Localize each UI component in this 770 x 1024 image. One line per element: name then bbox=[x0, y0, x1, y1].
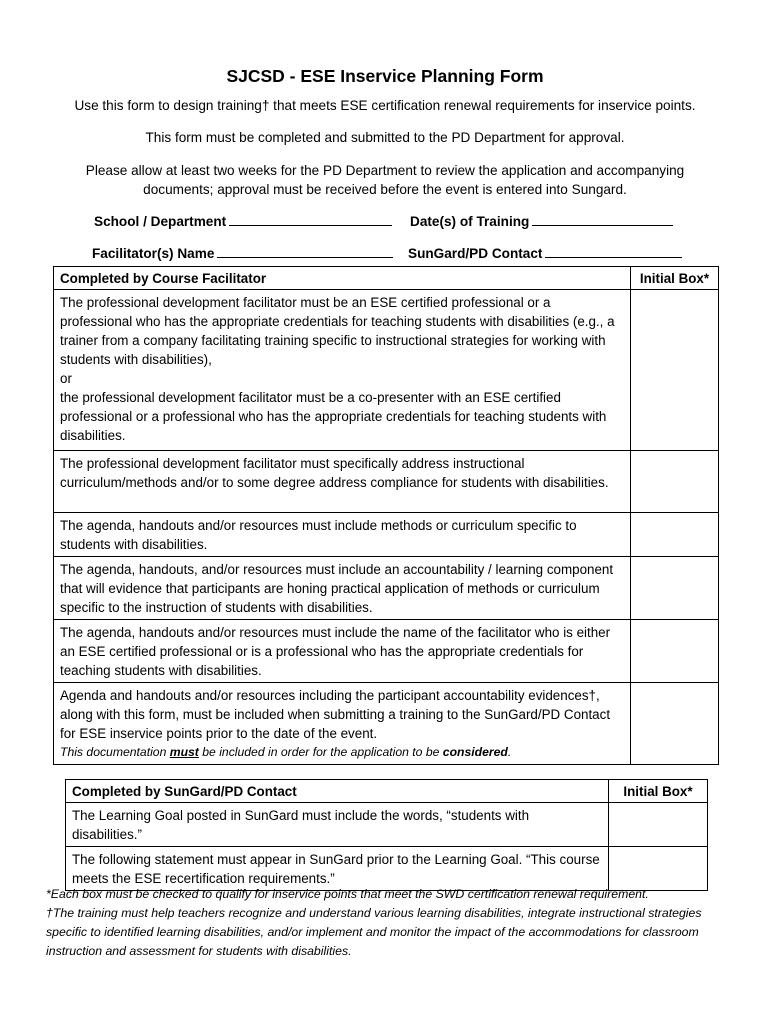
initial-box[interactable] bbox=[631, 513, 719, 557]
facilitator-name-field[interactable] bbox=[92, 245, 393, 261]
initial-box[interactable] bbox=[631, 683, 719, 765]
facilitator-column-header: Completed by Course Facilitator bbox=[54, 267, 631, 290]
table-row bbox=[54, 683, 719, 765]
footnote-star: *Each box must be checked to qualify for inservice points that meet the SWD certification renewal requirement. bbox=[46, 887, 649, 901]
intro-line-2: This form must be completed and submitted to the PD Department for approval. bbox=[145, 130, 625, 145]
requirement-text: The professional development facilitator must be an ESE certified professional or a professional who has the appropriate credentials for teaching students with disabilities (e.g., a trainer from a company facilitating training specific to instructional strategies for working with students with disabilities), bbox=[60, 295, 615, 367]
requirement-text: The following statement must appear in SunGard prior to the Learning Goal. “This course meets the ESE recertification requirements.” bbox=[66, 847, 609, 891]
table-row bbox=[54, 557, 719, 620]
table-row bbox=[66, 847, 708, 891]
sungard-contact-blank[interactable] bbox=[545, 245, 682, 258]
initial-box[interactable] bbox=[631, 451, 719, 513]
school-department-blank[interactable] bbox=[229, 213, 392, 226]
initial-box-header: Initial Box* bbox=[609, 780, 708, 803]
requirement-text: The professional development facilitator must specifically address instructional curriculum/methods and/or to some degree address compliance for students with disabilities. bbox=[54, 451, 631, 513]
sungard-contact-label: SunGard/PD Contact bbox=[408, 246, 543, 261]
training-dates-label: Date(s) of Training bbox=[410, 214, 530, 229]
intro-line-1: Use this form to design training† that meets ESE certification renewal requirements for inservice points. bbox=[74, 98, 696, 113]
initial-box[interactable] bbox=[609, 803, 708, 847]
table-row bbox=[54, 620, 719, 683]
facilitator-name-label: Facilitator(s) Name bbox=[92, 246, 215, 261]
school-department-label: School / Department bbox=[94, 214, 227, 229]
table-row bbox=[66, 803, 708, 847]
table-header-row bbox=[54, 267, 719, 290]
requirement-or: or bbox=[60, 371, 72, 386]
facilitator-checklist-table bbox=[53, 266, 719, 765]
note-emphasis: must bbox=[169, 745, 199, 759]
requirement-text: Agenda and handouts and/or resources including the participant accountability evidences†, along with this form, must be included when submitting a training to the SunGard/PD Contact for ESE inservice points prior to the date of the event. bbox=[60, 688, 611, 741]
note-text: . bbox=[507, 745, 512, 759]
page-title: SJCSD - ESE Inservice Planning Form bbox=[226, 66, 544, 86]
facilitator-name-blank[interactable] bbox=[217, 245, 393, 258]
initial-box[interactable] bbox=[631, 290, 719, 451]
initial-box[interactable] bbox=[631, 557, 719, 620]
school-department-field[interactable] bbox=[94, 213, 392, 229]
requirement-text: The agenda, handouts, and/or resources must include an accountability / learning component that will evidence that participants are honing practical application of methods or curriculum specific to the instruction of students with disabilities. bbox=[54, 557, 631, 620]
initial-box-header: Initial Box* bbox=[631, 267, 719, 290]
requirement-text: the professional development facilitator must be a co-presenter with an ESE certified professional or a professional who has the appropriate credentials for teaching students with disabilities. bbox=[60, 390, 607, 443]
requirement-text: The Learning Goal posted in SunGard must include the words, “students with disabilities.” bbox=[66, 803, 609, 847]
sungard-contact-field[interactable] bbox=[408, 245, 682, 261]
documentation-note bbox=[60, 743, 624, 762]
training-dates-blank[interactable] bbox=[532, 213, 673, 226]
contact-checklist-table bbox=[65, 779, 708, 891]
training-dates-field[interactable] bbox=[410, 213, 673, 229]
intro-line-3: Please allow at least two weeks for the PD Department to review the application and accompanying documents; approval must be received before the event is entered into Sungard. bbox=[85, 163, 685, 197]
note-emphasis: considered bbox=[442, 745, 508, 759]
table-row bbox=[54, 290, 719, 451]
table-row bbox=[54, 451, 719, 513]
contact-column-header: Completed by SunGard/PD Contact bbox=[66, 780, 609, 803]
requirement-text: The agenda, handouts and/or resources must include methods or curriculum specific to students with disabilities. bbox=[54, 513, 631, 557]
requirement-cell bbox=[54, 290, 631, 451]
table-row bbox=[54, 513, 719, 557]
table-header-row bbox=[66, 780, 708, 803]
initial-box[interactable] bbox=[609, 847, 708, 891]
note-text: This documentation bbox=[60, 745, 170, 759]
footnote-dagger: †The training must help teachers recognize and understand various learning disabilities, integrate instructional strategies specific to identified learning disabilities, and/or implement and monitor the impact of the accommodations for classroom instruction and assessment for students with disabilities. bbox=[46, 906, 702, 958]
requirement-text: The agenda, handouts and/or resources must include the name of the facilitator who is either an ESE certified professional or is a professional who has the appropriate credentials for teaching students with disabilities. bbox=[54, 620, 631, 683]
note-text: be included in order for the application to be bbox=[198, 745, 443, 759]
initial-box[interactable] bbox=[631, 620, 719, 683]
requirement-cell bbox=[54, 683, 631, 765]
